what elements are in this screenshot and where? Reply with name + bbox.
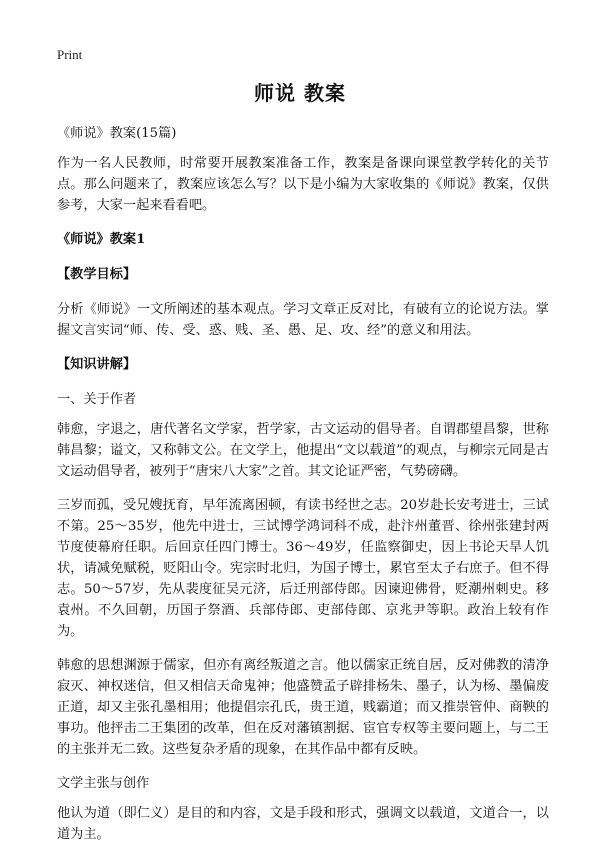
literary-heading: 文学主张与创作 xyxy=(57,776,150,791)
goals-paragraph: 分析《师说》一文所阐述的基本观点。学习文章正反对比，有破有立的论说方法。掌握文言实词“师、传、受、惑、贱、圣、愚、足、攻、经”的意义和用法。 xyxy=(57,302,549,338)
knowledge-heading: 【知识讲解】 xyxy=(57,357,137,372)
document-body xyxy=(57,123,549,858)
print-link[interactable]: Print xyxy=(57,47,83,62)
section-title: 《师说》教案1 xyxy=(57,232,146,247)
literary-paragraph-1: 他认为道（即仁义）是目的和内容，文是手段和形式，强调文以载道，文道合一，以道为主。 xyxy=(57,806,549,842)
document-subtitle: 《师说》教案(15篇) xyxy=(57,126,177,141)
page-title: 师说 教案 xyxy=(254,81,346,105)
author-heading: 一、关于作者 xyxy=(57,392,137,407)
intro-paragraph: 作为一名人民教师，时常要开展教案准备工作，教案是备课向课堂教学转化的关节点。那么问题来了，教案应该怎么写？以下是小编为大家收集的《师说》教案，仅供参考，大家一起来看看吧。 xyxy=(57,156,549,213)
author-paragraph-1: 韩愈，字退之，唐代著名文学家，哲学家，古文运动的倡导者。自谓郡望昌黎，世称韩昌黎；谥文，又称韩文公。在文学上，他提出“文以载道”的观点，与柳宗元同是古文运动倡导者，被列于“唐宋八大家”之首。其文论证严密，气势磅礴。 xyxy=(57,422,549,479)
author-paragraph-3: 韩愈的思想渊源于儒家，但亦有离经叛道之言。他以儒家正统自居，反对佛教的清净寂灭、神权迷信，但又相信天命鬼神；他盛赞孟子辟排杨朱、墨子，认为杨、墨偏废正道，却又主张孔墨相用；他提倡宗孔氏，贵王道，贱霸道；而又推崇管仲、商鞅的事功。他抨击二王集团的改革，但在反对藩镇割据、宦官专权等主要问题上，与二王的主张并无二致。这些复杂矛盾的现象，在其作品中都有反映。 xyxy=(57,658,549,757)
goals-heading: 【教学目标】 xyxy=(57,267,137,282)
author-paragraph-2: 三岁而孤，受兄嫂抚育，早年流离困顿，有读书经世之志。20岁赴长安考进士，三试不第。25～35岁，他先中进士，三试博学鸿词科不成，赴汴州董晋、徐州张建封两节度使幕府任职。后回京任四门博士。36～49岁，任监察御史，因上书论天旱人饥状，请减免赋税，贬阳山令。宪宗时北归，为国子博士，累官至太子右庶子。但不得志。50～57岁，先从裴度征吴元济，后迁刑部侍郎。因谏迎佛骨，贬潮州刺史。移袁州。不久回朝，历国子祭酒、兵部侍郎、吏部侍郎、京兆尹等职。政治上较有作为。 xyxy=(57,498,549,639)
